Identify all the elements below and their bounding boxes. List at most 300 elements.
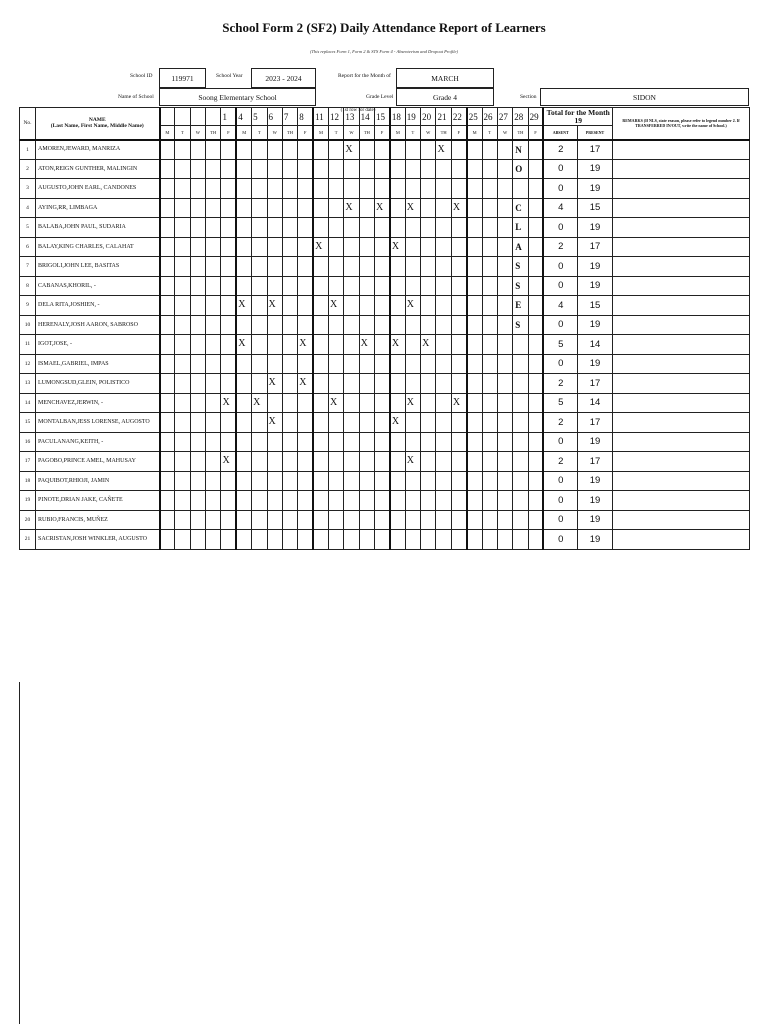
attendance-cell: [528, 452, 543, 472]
attendance-cell: [175, 491, 190, 511]
day-of-week: T: [405, 126, 420, 140]
absent-total: 0: [543, 471, 577, 491]
learner-number: 14: [20, 393, 36, 413]
attendance-cell: [528, 432, 543, 452]
day-of-week: T: [482, 126, 497, 140]
present-total: 19: [577, 159, 612, 179]
learner-number: 15: [20, 413, 36, 433]
attendance-cell: [221, 432, 236, 452]
attendance-cell: [528, 237, 543, 257]
day-of-week: F: [221, 126, 236, 140]
attendance-cell: [436, 471, 451, 491]
absent-total: 0: [543, 179, 577, 199]
no-class-letter: S: [513, 276, 528, 296]
attendance-cell: [328, 354, 343, 374]
absent-mark: X: [313, 237, 328, 257]
name-header: [36, 108, 160, 140]
learner-name: HERENALY,JOSH AARON, SABROSO: [36, 315, 160, 335]
attendance-cell: [175, 393, 190, 413]
learner-row: [20, 276, 750, 296]
learner-name: ISMAEL,GABRIEL, IMPAS: [36, 354, 160, 374]
attendance-cell: [328, 257, 343, 277]
attendance-cell: [497, 471, 512, 491]
attendance-cell: [467, 198, 482, 218]
attendance-cell: [175, 276, 190, 296]
attendance-cell: [206, 471, 221, 491]
attendance-cell: [298, 510, 313, 530]
attendance-cell: [298, 432, 313, 452]
attendance-cell: [221, 315, 236, 335]
attendance-cell: [359, 296, 374, 316]
attendance-cell: [236, 257, 251, 277]
attendance-cell: [206, 276, 221, 296]
attendance-cell: [405, 354, 420, 374]
school-id-label: School ID: [130, 73, 153, 79]
attendance-cell: [421, 413, 436, 433]
attendance-cell: [236, 413, 251, 433]
attendance-cell: [421, 315, 436, 335]
attendance-cell: [528, 393, 543, 413]
attendance-cell: [282, 315, 297, 335]
attendance-cell: [421, 179, 436, 199]
learner-number: 1: [20, 140, 36, 160]
attendance-cell: [252, 491, 267, 511]
attendance-cell: [252, 452, 267, 472]
attendance-cell: [436, 276, 451, 296]
attendance-cell: [421, 432, 436, 452]
attendance-cell: [206, 218, 221, 238]
day-number: 18: [390, 108, 405, 126]
attendance-cell: [421, 452, 436, 472]
attendance-cell: [405, 491, 420, 511]
attendance-cell: [344, 452, 359, 472]
attendance-cell: [344, 530, 359, 550]
attendance-cell: [160, 471, 175, 491]
attendance-cell: [359, 452, 374, 472]
attendance-cell: [390, 432, 405, 452]
attendance-cell: [282, 432, 297, 452]
no-class-letter: [513, 179, 528, 199]
attendance-cell: [298, 393, 313, 413]
attendance-cell: [375, 296, 390, 316]
absent-mark: X: [328, 296, 343, 316]
attendance-cell: [236, 393, 251, 413]
attendance-cell: [528, 471, 543, 491]
learner-number: 20: [20, 510, 36, 530]
attendance-cell: [190, 510, 205, 530]
present-total: 19: [577, 491, 612, 511]
absent-mark: X: [344, 140, 359, 160]
attendance-cell: [298, 218, 313, 238]
attendance-cell: [282, 374, 297, 394]
remarks-cell: [612, 530, 749, 550]
attendance-cell: [313, 276, 328, 296]
form-subtitle: (This replaces Form 1, Form 2 & STS Form 4 - Absenteeism and Dropout Profile): [309, 49, 459, 54]
attendance-cell: [328, 276, 343, 296]
attendance-cell: [436, 257, 451, 277]
present-total: 17: [577, 374, 612, 394]
attendance-cell: [190, 374, 205, 394]
attendance-cell: [359, 510, 374, 530]
no-header: No.: [20, 108, 36, 140]
attendance-cell: [313, 374, 328, 394]
attendance-cell: [482, 257, 497, 277]
name-header-sublabel: (Last Name, First Name, Middle Name): [50, 123, 144, 130]
attendance-cell: [405, 179, 420, 199]
attendance-cell: [482, 159, 497, 179]
attendance-cell: [313, 315, 328, 335]
attendance-cell: [497, 335, 512, 355]
attendance-cell: [421, 354, 436, 374]
no-class-letter: N: [513, 140, 528, 160]
absent-total: 0: [543, 218, 577, 238]
attendance-cell: [482, 140, 497, 160]
attendance-cell: [390, 393, 405, 413]
absent-total: 0: [543, 432, 577, 452]
present-total: 19: [577, 530, 612, 550]
attendance-cell: [375, 393, 390, 413]
attendance-cell: [267, 257, 282, 277]
absent-total: 2: [543, 452, 577, 472]
learner-number: 13: [20, 374, 36, 394]
present-total: 19: [577, 315, 612, 335]
attendance-cell: [528, 296, 543, 316]
learner-name: RUBIO,FRANCIS, MUÑEZ: [36, 510, 160, 530]
attendance-cell: [252, 510, 267, 530]
remarks-cell: [612, 159, 749, 179]
attendance-cell: [190, 198, 205, 218]
learner-row: [20, 140, 750, 160]
attendance-cell: [328, 491, 343, 511]
attendance-cell: [206, 335, 221, 355]
learner-number: 6: [20, 237, 36, 257]
attendance-cell: [421, 159, 436, 179]
learner-number: 8: [20, 276, 36, 296]
attendance-cell: [267, 159, 282, 179]
day-number: 15: [375, 108, 390, 126]
total-label: Total for the Month: [546, 107, 610, 117]
learner-number: 16: [20, 432, 36, 452]
attendance-cell: [451, 159, 466, 179]
absent-mark: X: [390, 413, 405, 433]
learner-name: IGOT,JOSE, -: [36, 335, 160, 355]
attendance-cell: [467, 140, 482, 160]
day-number: 22: [451, 108, 466, 126]
absent-mark: X: [298, 335, 313, 355]
attendance-cell: [328, 335, 343, 355]
absent-mark: X: [221, 393, 236, 413]
remarks-cell: [612, 296, 749, 316]
attendance-cell: [359, 413, 374, 433]
present-total: 17: [577, 237, 612, 257]
attendance-cell: [206, 393, 221, 413]
attendance-cell: [298, 296, 313, 316]
attendance-cell: [236, 452, 251, 472]
attendance-cell: [282, 452, 297, 472]
learner-row: [20, 452, 750, 472]
absent-total: 4: [543, 296, 577, 316]
attendance-cell: [175, 257, 190, 277]
attendance-cell: [482, 237, 497, 257]
attendance-cell: [221, 276, 236, 296]
day-number: 8: [298, 108, 313, 126]
attendance-cell: [497, 159, 512, 179]
attendance-cell: [160, 432, 175, 452]
remarks-cell: [612, 315, 749, 335]
attendance-cell: [405, 471, 420, 491]
learner-number: 9: [20, 296, 36, 316]
attendance-cell: [390, 276, 405, 296]
attendance-cell: [236, 374, 251, 394]
attendance-cell: [497, 296, 512, 316]
attendance-cell: [298, 237, 313, 257]
attendance-cell: [421, 218, 436, 238]
attendance-cell: [497, 413, 512, 433]
learner-row: [20, 296, 750, 316]
attendance-cell: [405, 335, 420, 355]
attendance-cell: [190, 237, 205, 257]
remarks-cell: [612, 432, 749, 452]
attendance-cell: [451, 218, 466, 238]
attendance-cell: [252, 471, 267, 491]
remarks-cell: [612, 257, 749, 277]
attendance-cell: [252, 218, 267, 238]
day-of-week: F: [375, 126, 390, 140]
attendance-cell: [236, 491, 251, 511]
attendance-cell: [190, 218, 205, 238]
attendance-cell: [160, 374, 175, 394]
absent-mark: X: [405, 452, 420, 472]
attendance-cell: [313, 413, 328, 433]
day-number: 21: [436, 108, 451, 126]
remarks-cell: [612, 335, 749, 355]
attendance-cell: [298, 315, 313, 335]
attendance-cell: [482, 179, 497, 199]
attendance-cell: [436, 452, 451, 472]
no-class-letter: L: [513, 218, 528, 238]
learner-number: 10: [20, 315, 36, 335]
attendance-cell: [344, 315, 359, 335]
remarks-cell: [612, 218, 749, 238]
total-header: [543, 108, 612, 126]
learner-number: 17: [20, 452, 36, 472]
attendance-cell: [375, 276, 390, 296]
day-number: 28: [513, 108, 528, 126]
day-number: [175, 108, 190, 126]
learner-row: [20, 179, 750, 199]
attendance-cell: [190, 257, 205, 277]
absent-total: 0: [543, 491, 577, 511]
attendance-cell: [375, 218, 390, 238]
attendance-cell: [175, 413, 190, 433]
absent-mark: X: [375, 198, 390, 218]
learner-row: [20, 237, 750, 257]
attendance-cell: [328, 179, 343, 199]
attendance-cell: [482, 452, 497, 472]
attendance-cell: [282, 413, 297, 433]
attendance-cell: [190, 413, 205, 433]
learner-number: 5: [20, 218, 36, 238]
absent-mark: X: [421, 335, 436, 355]
attendance-cell: [359, 276, 374, 296]
attendance-cell: [328, 413, 343, 433]
attendance-cell: [513, 530, 528, 550]
attendance-cell: [375, 432, 390, 452]
absent-header: ABSENT: [543, 126, 577, 140]
attendance-cell: [175, 315, 190, 335]
attendance-cell: [513, 510, 528, 530]
absent-total: 0: [543, 510, 577, 530]
attendance-cell: [497, 315, 512, 335]
attendance-cell: [160, 354, 175, 374]
attendance-cell: [390, 140, 405, 160]
attendance-cell: [206, 413, 221, 433]
absent-total: 2: [543, 374, 577, 394]
day-number: 11: [313, 108, 328, 126]
attendance-cell: [497, 257, 512, 277]
day-of-week: TH: [436, 126, 451, 140]
absent-total: 2: [543, 237, 577, 257]
attendance-cell: [451, 413, 466, 433]
no-class-letter: E: [513, 296, 528, 316]
attendance-cell: [375, 413, 390, 433]
attendance-cell: [451, 335, 466, 355]
attendance-cell: [528, 179, 543, 199]
attendance-cell: [221, 335, 236, 355]
attendance-cell: [405, 315, 420, 335]
attendance-cell: [160, 198, 175, 218]
attendance-cell: [160, 218, 175, 238]
attendance-cell: [252, 530, 267, 550]
attendance-cell: [405, 276, 420, 296]
attendance-cell: [252, 179, 267, 199]
absent-mark: X: [328, 393, 343, 413]
attendance-cell: [405, 374, 420, 394]
attendance-cell: [359, 393, 374, 413]
attendance-cell: [221, 296, 236, 316]
day-of-week: W: [421, 126, 436, 140]
attendance-cell: [282, 257, 297, 277]
attendance-cell: [451, 140, 466, 160]
learner-name: SACRISTAN,JOSH WINKLER, AUGUSTO: [36, 530, 160, 550]
present-total: 19: [577, 257, 612, 277]
attendance-cell: [221, 159, 236, 179]
attendance-cell: [482, 413, 497, 433]
day-of-week: T: [175, 126, 190, 140]
attendance-cell: [313, 510, 328, 530]
attendance-cell: [359, 432, 374, 452]
attendance-cell: [467, 393, 482, 413]
attendance-cell: [267, 335, 282, 355]
attendance-cell: [236, 354, 251, 374]
grade-level-label: Grade Level: [366, 94, 394, 100]
attendance-cell: [267, 179, 282, 199]
attendance-cell: [451, 510, 466, 530]
attendance-cell: [206, 452, 221, 472]
absent-mark: X: [451, 393, 466, 413]
learner-name: MENCHAVEZ,JERWIN, -: [36, 393, 160, 413]
attendance-cell: [405, 413, 420, 433]
present-total: 14: [577, 393, 612, 413]
attendance-cell: [267, 491, 282, 511]
attendance-cell: [405, 530, 420, 550]
attendance-cell: [451, 276, 466, 296]
attendance-cell: [421, 257, 436, 277]
attendance-cell: [497, 393, 512, 413]
attendance-cell: [344, 374, 359, 394]
present-total: 17: [577, 140, 612, 160]
attendance-cell: [252, 354, 267, 374]
attendance-cell: [206, 354, 221, 374]
present-total: 19: [577, 218, 612, 238]
attendance-cell: [175, 530, 190, 550]
attendance-cell: [436, 413, 451, 433]
attendance-cell: [282, 491, 297, 511]
attendance-cell: [482, 510, 497, 530]
attendance-cell: [206, 179, 221, 199]
attendance-cell: [344, 354, 359, 374]
attendance-cell: [298, 354, 313, 374]
attendance-cell: [482, 276, 497, 296]
attendance-cell: [252, 296, 267, 316]
attendance-cell: [328, 218, 343, 238]
absent-total: 4: [543, 198, 577, 218]
attendance-cell: [298, 452, 313, 472]
attendance-cell: [267, 452, 282, 472]
school-id-field: 119971: [159, 68, 206, 88]
attendance-cell: [528, 140, 543, 160]
attendance-cell: [267, 140, 282, 160]
attendance-cell: [267, 237, 282, 257]
attendance-cell: [513, 471, 528, 491]
absent-total: 5: [543, 335, 577, 355]
learner-name: MONTALBAN,JESS LORENSE, AUGOSTO: [36, 413, 160, 433]
day-number: 13: [344, 108, 359, 126]
day-number: [206, 108, 221, 126]
attendance-cell: [482, 354, 497, 374]
learner-number: 4: [20, 198, 36, 218]
day-of-week: M: [467, 126, 482, 140]
attendance-cell: [252, 159, 267, 179]
attendance-cell: [298, 257, 313, 277]
absent-mark: X: [298, 374, 313, 394]
attendance-cell: [313, 198, 328, 218]
attendance-cell: [359, 140, 374, 160]
attendance-cell: [252, 276, 267, 296]
attendance-cell: [175, 374, 190, 394]
remarks-cell: [612, 393, 749, 413]
attendance-cell: [528, 198, 543, 218]
learner-row: [20, 335, 750, 355]
attendance-cell: [236, 218, 251, 238]
learner-row: [20, 393, 750, 413]
attendance-cell: [282, 354, 297, 374]
attendance-cell: [405, 159, 420, 179]
attendance-cell: [390, 179, 405, 199]
attendance-cell: [451, 452, 466, 472]
name-header-label: NAME: [88, 116, 106, 123]
attendance-cell: [405, 510, 420, 530]
attendance-cell: [421, 530, 436, 550]
attendance-cell: [421, 374, 436, 394]
learner-row: [20, 218, 750, 238]
remarks-cell: [612, 179, 749, 199]
attendance-cell: [313, 471, 328, 491]
remarks-cell: [612, 354, 749, 374]
day-number: [190, 108, 205, 126]
attendance-cell: [282, 276, 297, 296]
absent-mark: X: [390, 335, 405, 355]
